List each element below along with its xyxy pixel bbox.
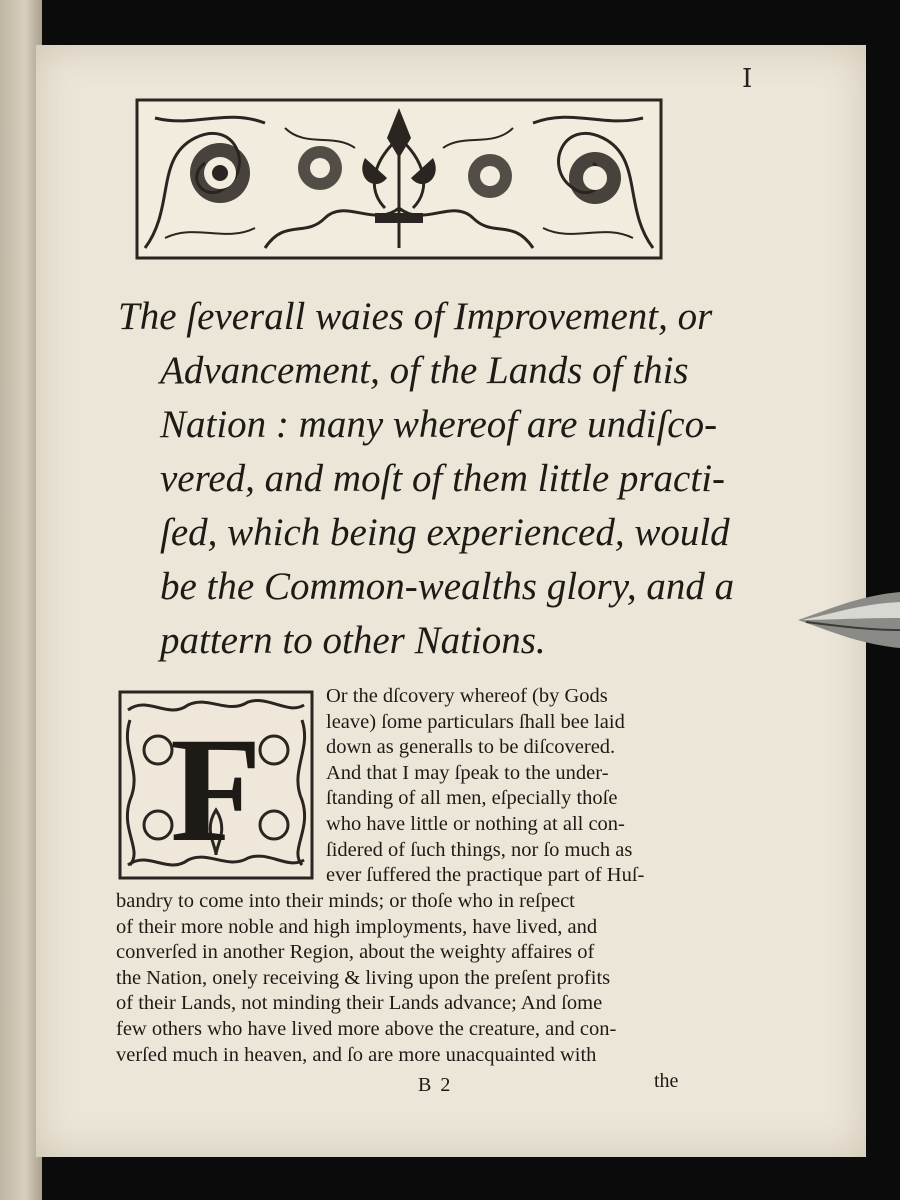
title-line: Advancement, of the Lands of this: [160, 349, 689, 392]
body-line: of their Lands, not minding their Lands advance; And ſome: [116, 992, 603, 1015]
title-line: pattern to other Nations.: [160, 619, 546, 662]
metal-pointer: [798, 592, 900, 648]
body-line: of their more noble and high imployments, have lived, and: [116, 915, 598, 938]
body-line: down as generalls to be diſcovered.: [326, 736, 616, 759]
body-line: bandry to come into their minds; or thoſe who in reſpect: [116, 890, 575, 912]
body-line: ever ſuffered the practique part of Huſ-: [326, 864, 645, 887]
title-line: be the Common-wealths glory, and a: [160, 565, 735, 608]
page-title: [118, 290, 735, 668]
body-paragraph-full: [116, 889, 701, 1068]
body-line: And that I may ſpeak to the under-: [326, 761, 609, 784]
body-line: verſed much in heaven, and ſo are more unacquainted with: [116, 1043, 597, 1066]
ornamental-headpiece: [135, 98, 663, 260]
signature-mark: B 2: [418, 1074, 453, 1096]
decorated-initial-letter: [118, 690, 314, 880]
body-line: ſtanding of all men, eſpecially thoſe: [326, 787, 618, 810]
body-line: Or the dſcovery whereof (by Gods: [326, 685, 608, 707]
body-line: few others who have lived more above the creature, and con-: [116, 1017, 617, 1040]
title-line: Nation : many whereof are undiſco-: [160, 403, 718, 446]
body-line: who have little or nothing at all con-: [326, 812, 625, 835]
body-line: leave) ſome particulars ſhall bee laid: [326, 710, 625, 733]
body-line: the Nation, onely receiving & living upon the preſent profits: [116, 966, 611, 989]
title-line: vered, and moſt of them little practi-: [160, 457, 726, 500]
body-paragraph-indented: [326, 684, 701, 889]
title-line: The ſeverall waies of Improvement, or: [118, 295, 713, 338]
body-line: ſidered of ſuch things, nor ſo much as: [326, 838, 633, 861]
page-number: I: [742, 64, 753, 94]
initial-letter: F: [170, 707, 262, 873]
body-line: converſed in another Region, about the weighty affaires of: [116, 941, 595, 964]
title-line: ſed, which being experienced, would: [160, 511, 730, 554]
catchword: the: [654, 1070, 679, 1092]
